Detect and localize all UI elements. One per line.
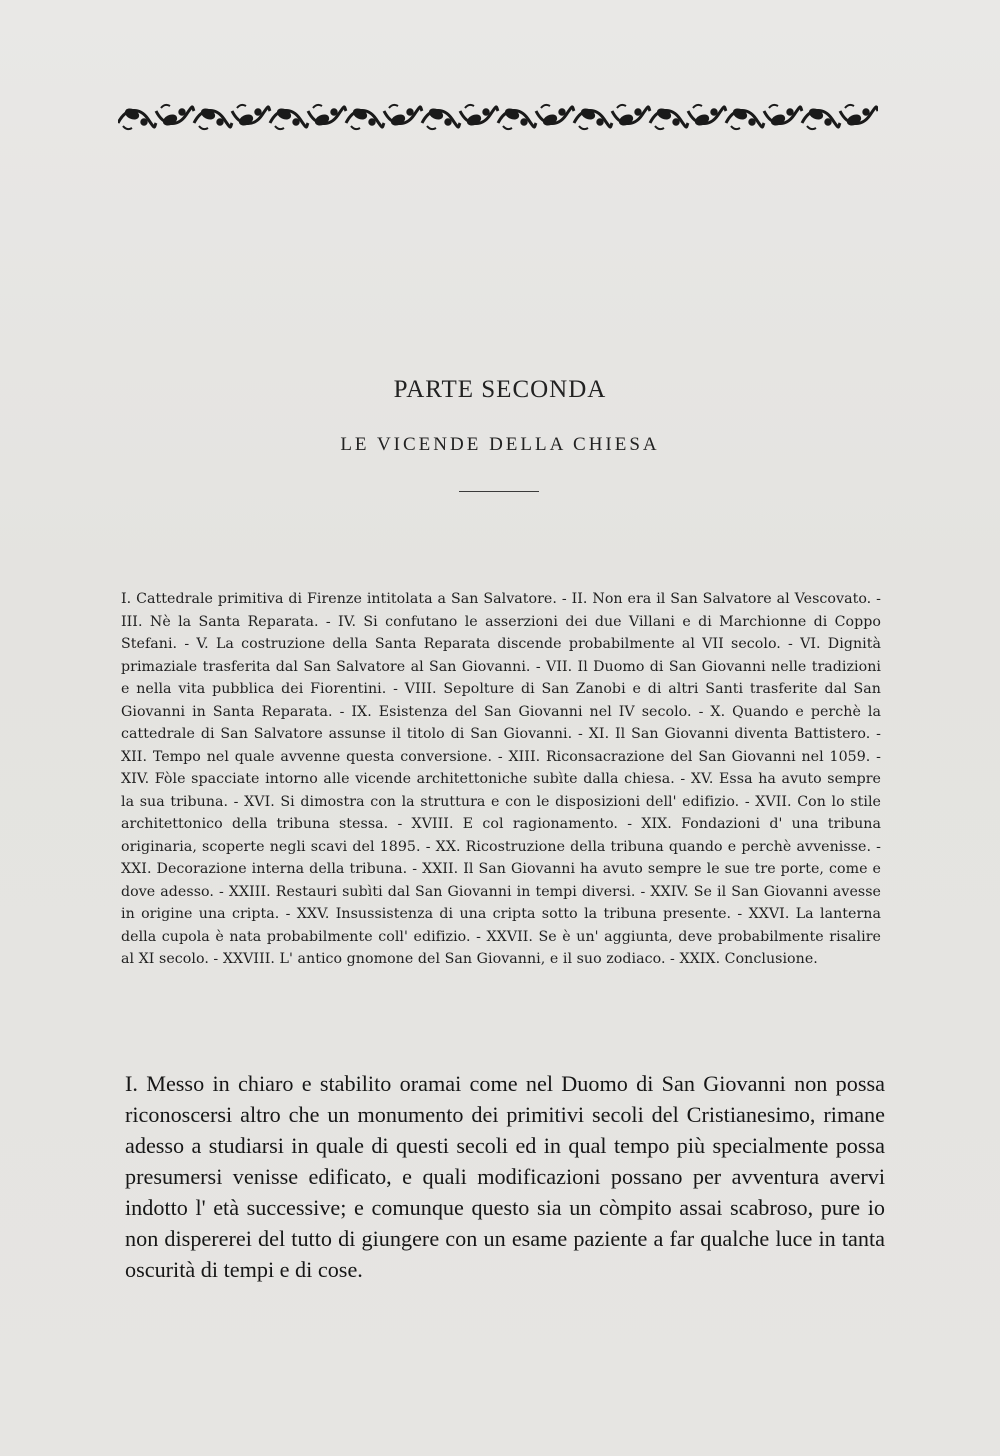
title-divider [459, 491, 539, 492]
paragraph-1: I. Messo in chiaro e stabilito oramai come nel Duomo di San Giovanni non possa riconoscersi altro che un monumento dei primitivi secoli del Cristianesimo, rimane adesso a studiarsi in quale di questi secoli ed in qual tempo più specialmente possa presumersi venisse edificato, e quali modificazioni possano per avventura avervi indotto l' età successive; e comunque questo sia un còmpito assai scabroso, pure io non dispererei del tutto di giungere con un esame paziente a far qualche luce in tanta oscurità di tempi e di cose. [125, 1071, 885, 1282]
part-title: PARTE SECONDA [393, 376, 607, 403]
part-subtitle: LE VICENDE DELLA CHIESA [340, 434, 660, 455]
body-text [125, 1068, 885, 1285]
chapter-summary: I. Cattedrale primitiva di Firenze intitolata a San Salvatore. - II. Non era il San Salvatore al Vescovato. - III. Nè la Santa Reparata. - IV. Si confutano le asserzioni dei due Villani e di Marchionne di Coppo Stefani. - V. La costruzione della Santa Reparata discende probabilmente al VII secolo. - VI. Dignità primaziale trasferita dal San Salvatore al San Giovanni. - VII. Il Duomo di San Giovanni nelle tradizioni e nella vita pubblica dei Fiorentini. - VIII. Sepolture di San Zanobi e di altri Santi trasferite dal San Giovanni in Santa Reparata. - IX. Esistenza del San Giovanni nel IV secolo. - X. Quando e perchè la cattedrale di San Salvatore assunse il titolo di San Giovanni. - XI. Il San Giovanni diventa Battistero. - XII. Tempo nel quale avvenne questa conversione. - XIII. Riconsacrazione del San Giovanni nel 1059. - XIV. Fòle spacciate intorno alle vicende architettoniche subìte dalla chiesa. - XV. Essa ha avuto sempre la sua tribuna. - XVI. Si dimostra con la struttura e con le disposizioni dell' edifizio. - XVII. Con lo stile architettonico della tribuna stessa. - XVIII. E col ragionamento. - XIX. Fondazioni d' una tribuna originaria, scoperte negli scavi del 1895. - XX. Ricostruzione della tribuna quando e perchè avvenisse. - XXI. Decorazione interna della tribuna. - XXII. Il San Giovanni ha avuto sempre le sue tre porte, come e dove adesso. - XXIII. Restauri subìti dal San Giovanni in tempi diversi. - XXIV. Se il San Giovanni avesse in origine una cripta. - XXV. Insussistenza di una cripta sotto la tribuna presente. - XXVI. La lanterna della cupola è nata probabilmente coll' edifizio. - XXVII. Se è un' aggiunta, deve probabilmente risalire al XI secolo. - XXVIII. L' antico gnomone del San Giovanni, e il suo zodiaco. - XXIX. Conclusione. [121, 591, 881, 967]
floral-vine-border-icon [118, 100, 878, 134]
